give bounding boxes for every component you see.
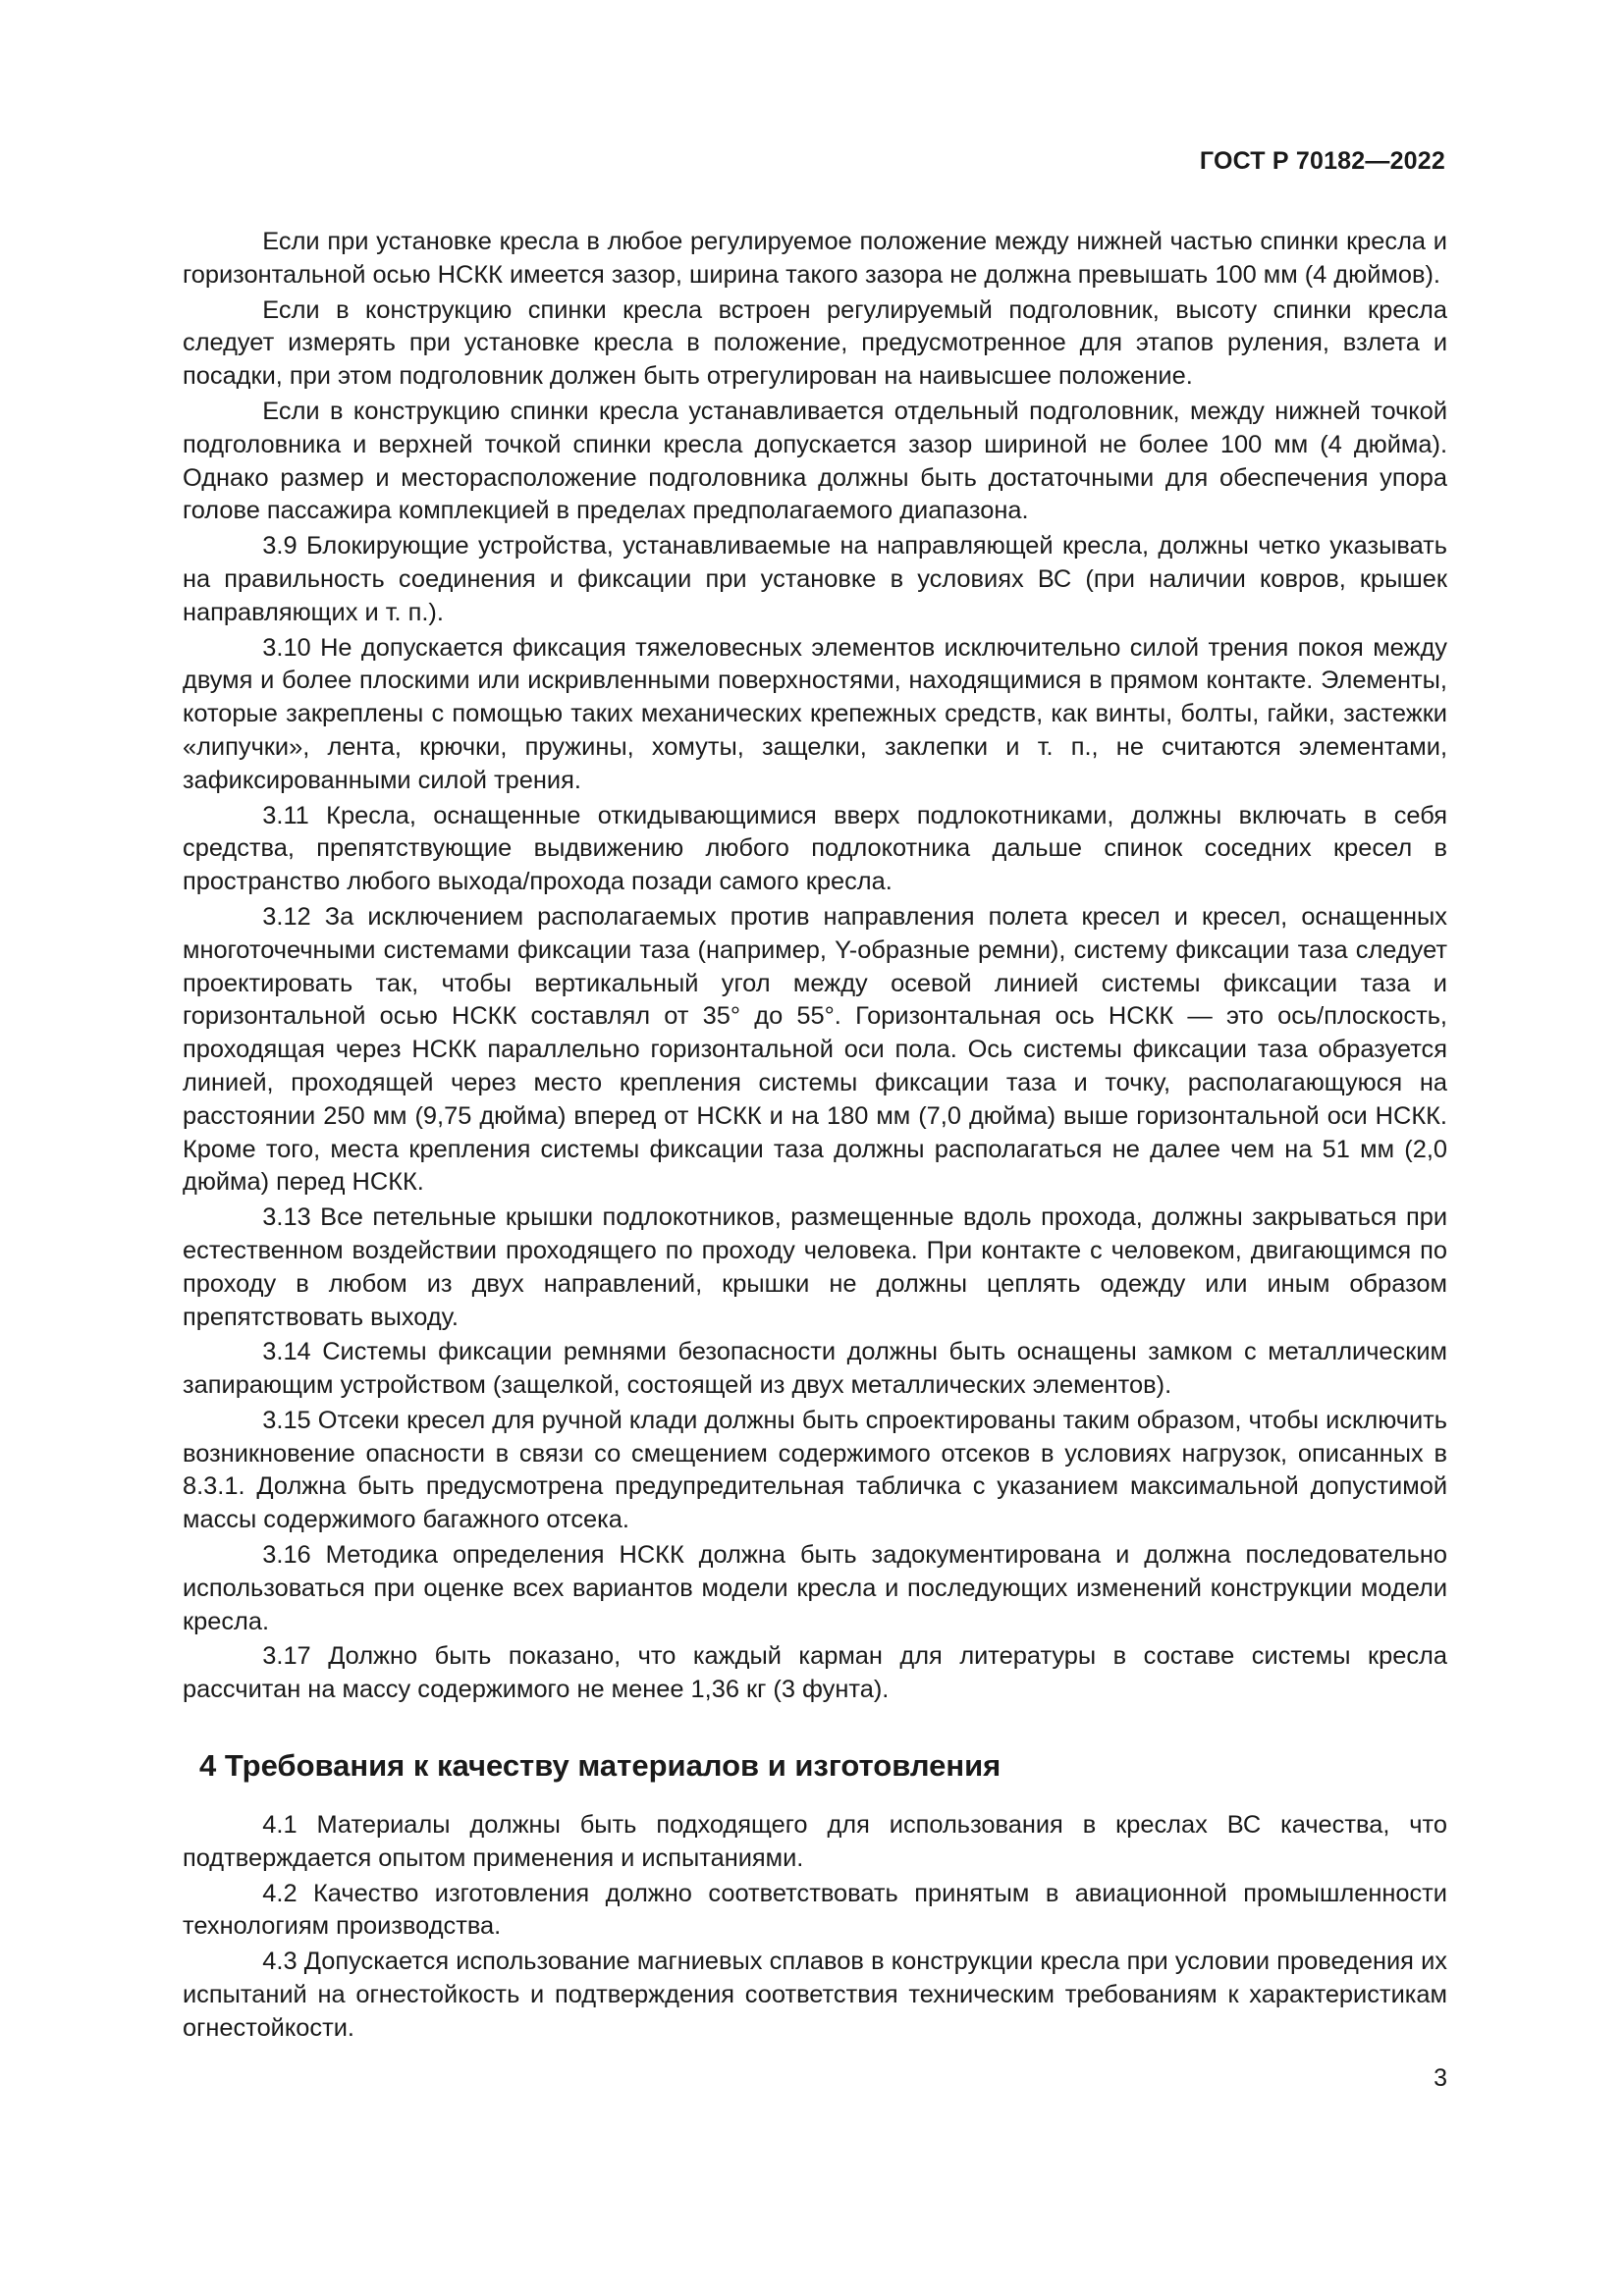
paragraph-3-17: 3.17 Должно быть показано, что каждый карман для литературы в составе системы кресла рассчитан на массу содержимого не менее 1,36 кг (3 фунта). (183, 1642, 1447, 1704)
paragraph-3-10: 3.10 Не допускается фиксация тяжеловесных элементов исключительно силой трения покоя между двумя и более плоскими или искривленными поверхностями, находящимися в прямом контакте. Элементы, которые закреплены с помощью таких механических крепежных средств, как винты, болты, гайки, застежки «липучки», лента, крючки, пружины, хомуты, защелки, заклепки и т. п., не считаются элементами, зафиксированными силой трения. (183, 633, 1447, 794)
section-4-heading: 4 Требования к качеству материалов и изготовления (199, 1748, 1001, 1784)
paragraph-3-14: 3.14 Системы фиксации ремнями безопасности должны быть оснащены замком с металлическим запирающим устройством (защелкой, состоящей из двух металлических элементов). (183, 1338, 1447, 1400)
paragraph-3-11: 3.11 Кресла, оснащенные откидывающимися вверх подлокотниками, должны включать в себя средства, препятствующие выдвижению любого подлокотника дальше спинок соседних кресел в пространство любого выхода/прохода позади самого кресла. (183, 801, 1447, 896)
paragraph-3-15: 3.15 Отсеки кресел для ручной клади должны быть спроектированы таким образом, чтобы исключить возникновение опасности в связи со смещением содержимого отсеков в условиях нагрузок, описанных в 8.3.1. Должна быть предусмотрена предупредительная табличка с указанием максимальной допустимой массы содержимого багажного отсека. (183, 1406, 1447, 1534)
paragraph-3-12: 3.12 За исключением располагаемых против направления полета кресел и кресел, оснащенных многоточечными системами фиксации таза (например, Y-образные ремни), систему фиксации таза следует проектировать так, чтобы вертикальный угол между осевой линией системы фиксации таза и горизонтальной осью НСКК составлял от 35° до 55°. Горизонтальная ось НСКК — это ось/плоскость, проходящая через НСКК параллельно горизонтальной оси пола. Ось системы фиксации таза образуется линией, проходящей через место крепления системы фиксации таза и точку, располагающуюся на расстоянии 250 мм (9,75 дюйма) вперед от НСКК и на 180 мм (7,0 дюйма) выше горизонтальной оси НСКК. Кроме того, места крепления системы фиксации таза должны располагаться не далее чем на 51 мм (2,0 дюйма) перед НСКК. (183, 902, 1447, 1197)
paragraph-4-1: 4.1 Материалы должны быть подходящего для использования в креслах ВС качества, что подтверждается опытом применения и испытаниями. (183, 1811, 1447, 1872)
page-content (183, 226, 1447, 2048)
paragraph-4-3: 4.3 Допускается использование магниевых сплавов в конструкции кресла при условии проведения их испытаний на огнестойкость и подтверждения соответствия техническим требованиям к характеристикам огнестойкости. (183, 1948, 1447, 2042)
paragraph-separate-headrest: Если в конструкцию спинки кресла устанавливается отдельный подголовник, между нижней точкой подголовника и верхней точкой спинки кресла допускается зазор шириной не более 100 мм (4 дюйма). Однако размер и месторасположение подголовника должны быть достаточными для обеспечения упора голове пассажира комплекцией в пределах предполагаемого диапазона. (183, 397, 1447, 525)
paragraph-3-16: 3.16 Методика определения НСКК должна быть задокументирована и должна последовательно использоваться при оценке всех вариантов модели кресла и последующих изменений конструкции модели кресла. (183, 1541, 1447, 1635)
paragraph-3-9: 3.9 Блокирующие устройства, устанавливаемые на направляющей кресла, должны четко указывать на правильность соединения и фиксации при установке в условиях ВС (при наличии ковров, крышек направляющих и т. п.). (183, 532, 1447, 626)
document-header-id: ГОСТ Р 70182—2022 (1199, 147, 1445, 175)
page-number: 3 (1434, 2064, 1447, 2092)
paragraph-adjustable-headrest: Если в конструкцию спинки кресла встроен регулируемый подголовник, высоту спинки кресла следует измерять при установке кресла в положение, предусмотренное для этапов руления, взлета и посадки, при этом подголовник должен быть отрегулирован на наивысшее положение. (183, 295, 1447, 391)
paragraph-3-13: 3.13 Все петельные крышки подлокотников, размещенные вдоль прохода, должны закрываться при естественном воздействии проходящего по проходу человека. При контакте с человеком, двигающимся по проходу в любом из двух направлений, крышки не должны цеплять одежду или иным образом препятствовать выходу. (183, 1203, 1447, 1331)
paragraph-seat-gap: Если при установке кресла в любое регулируемое положение между нижней частью спинки кресла и горизонтальной осью НСКК имеется зазор, ширина такого зазора не должна превышать 100 мм (4 дюймов). (183, 228, 1447, 289)
paragraph-4-2: 4.2 Качество изготовления должно соответствовать принятым в авиационной промышленности технологиям производства. (183, 1879, 1447, 1941)
